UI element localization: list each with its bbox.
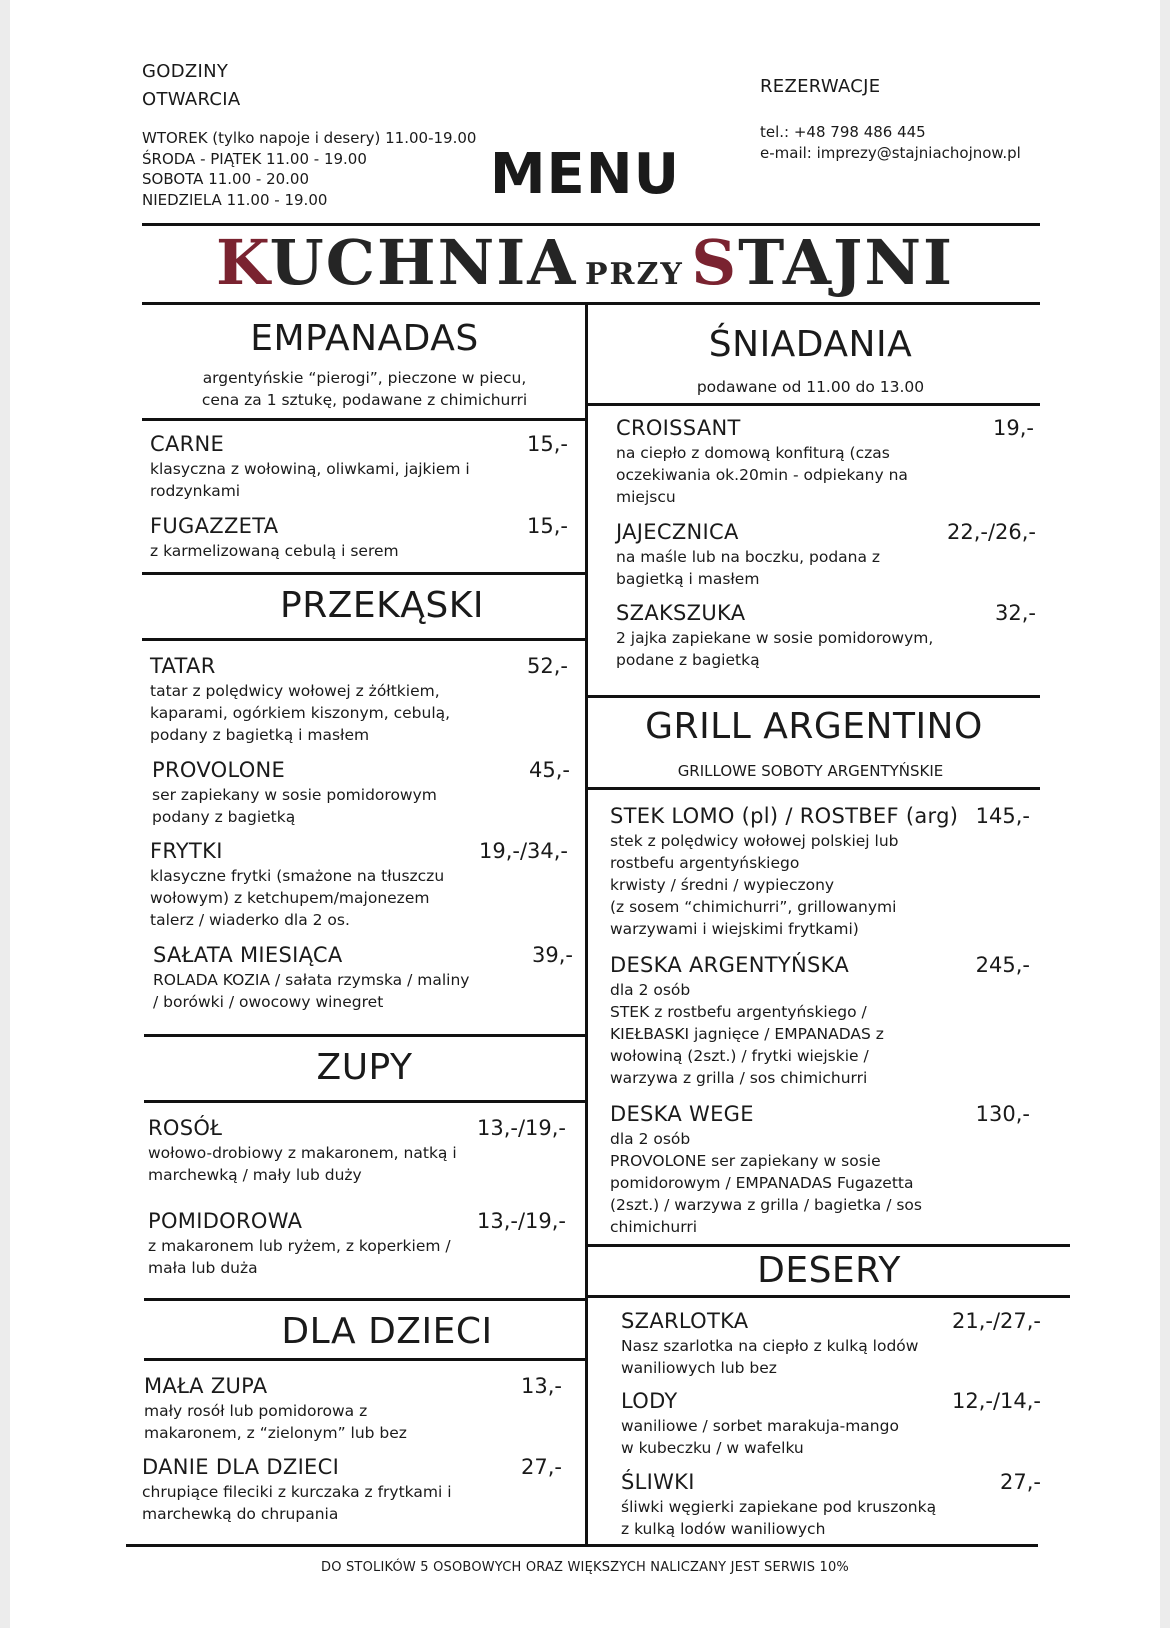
item-desc: z makaronem lub ryżem, z koperkiem / [148,1237,451,1255]
service-charge-note: DO STOLIKÓW 5 OSOBOWYCH ORAZ WIĘKSZYCH NALICZANY JEST SERWIS 10% [321,1560,849,1575]
item-desc: warzywami i wiejskimi frytkami) [610,920,859,938]
grill-subtitle: GRILLOWE SOBOTY ARGENTYŃSKIE [677,762,944,780]
item-price: 13,- [521,1374,562,1398]
item-price: 22,-/26,- [946,520,1036,544]
item-desc: podany z bagietką [152,808,296,826]
item-price: 13,-/19,- [476,1116,566,1140]
divider [126,1544,1038,1547]
item-desc: 2 jajka zapiekane w sosie pomidorowym, [616,629,934,647]
divider [144,1358,587,1361]
menu-item-deska-argentynska [610,951,1030,1089]
menu-item-lody [621,1387,1041,1459]
menu-item-carne [150,430,568,502]
menu-item-jajecznica [616,518,1036,590]
zupy-title: ZUPY [316,1047,413,1088]
item-price: 21,-/27,- [951,1309,1041,1333]
item-price: 27,- [1000,1470,1041,1494]
divider [142,572,587,575]
item-desc: mała lub duża [148,1259,258,1277]
item-desc: w kubeczku / w wafelku [621,1439,804,1457]
item-name: ROSÓŁ [148,1116,223,1140]
menu-item-danie-dla-dzieci [142,1453,562,1525]
menu-item-mala-zupa [144,1372,562,1444]
item-desc: bagietką i masłem [616,570,760,588]
item-desc: waniliowych lub bez [621,1359,777,1377]
item-desc: rodzynkami [150,482,241,500]
item-desc: podany z bagietką i masłem [150,726,370,744]
item-name: TATAR [150,654,216,678]
item-price: 130,- [975,1102,1030,1126]
item-desc: podane z bagietką [616,651,760,669]
item-desc: śliwki węgierki zapiekane pod kruszonką [621,1498,937,1516]
item-name: FUGAZZETA [150,514,279,538]
item-price: 39,- [532,943,573,967]
menu-item-frytki [150,837,568,931]
item-desc: marchewką do chrupania [142,1505,339,1523]
brand-word-tajni: TAJNI [738,226,955,299]
divider [588,403,1040,406]
divider [144,1298,587,1301]
brand-letter-k: K [215,226,270,299]
hours-line: SOBOTA 11.00 - 20.00 [142,170,310,188]
item-price: 32,- [995,601,1036,625]
empanadas-title: EMPANADAS [250,318,479,359]
item-desc: miejscu [616,488,676,506]
item-desc: chrupiące fileciki z kurczaka z frytkami i [142,1483,452,1501]
menu-title: MENU [489,142,681,207]
przekaski-title: PRZEKĄSKI [280,585,484,626]
item-desc: ser zapiekany w sosie pomidorowym [152,786,437,804]
menu-item-salata-miesiaca [153,941,573,1013]
item-desc: rostbefu argentyńskiego [610,854,800,872]
divider [144,1100,587,1103]
item-desc: oczekiwania ok.20min - odpiekany na [616,466,908,484]
brand-logo [10,226,1160,299]
item-desc: STEK z rostbefu argentyńskiego / [610,1003,867,1021]
item-price: 145,- [975,804,1030,828]
menu-item-szarlotka [621,1307,1041,1379]
item-price: 245,- [975,953,1030,977]
item-desc: stek z polędwicy wołowej polskiej lub [610,832,899,850]
item-price: 27,- [521,1455,562,1479]
menu-page [10,0,1160,1628]
item-desc: klasyczne frytki (smażone na tłuszczu [150,867,445,885]
divider [144,1034,587,1037]
item-desc: krwisty / średni / wypieczony [610,876,835,894]
item-desc: z karmelizowaną cebulą i serem [150,542,399,560]
item-name: LODY [621,1389,678,1413]
item-desc: mały rosół lub pomidorowa z [144,1402,368,1420]
divider [588,787,1040,790]
item-desc: tatar z polędwicy wołowej z żółtkiem, [150,682,440,700]
item-name: DESKA ARGENTYŃSKA [610,953,849,977]
brand-word-przy: PRZY [585,257,684,292]
item-name: CARNE [150,432,225,456]
item-name: SZARLOTKA [621,1309,749,1333]
item-desc: dla 2 osób [610,1130,691,1148]
sniadania-title: ŚNIADANIA [708,324,913,365]
item-desc: (z sosem “chimichurri”, grillowanymi [610,898,897,916]
item-name: SAŁATA MIESIĄCA [153,943,343,967]
item-name: POMIDOROWA [148,1209,303,1233]
item-name: STEK LOMO (pl) / ROSTBEF (arg) [610,804,959,828]
item-desc: / borówki / owocowy winegret [153,993,384,1011]
sniadania-subtitle: podawane od 11.00 do 13.00 [696,378,925,396]
item-desc: pomidorowym / EMPANADAS Fugazetta [610,1174,914,1192]
menu-item-croissant [616,414,1034,508]
item-desc: warzywa z grilla / sos chimichurri [610,1069,868,1087]
reservations-phone[interactable]: tel.: +48 798 486 445 [760,123,926,141]
reservations-email[interactable]: e-mail: imprezy@stajniachojnow.pl [760,144,1021,162]
item-name: ŚLIWKI [621,1470,695,1494]
hours-line: WTOREK (tylko napoje i desery) 11.00-19.00 [142,129,477,147]
menu-item-stek-lomo [610,802,1030,940]
hours-line: NIEDZIELA 11.00 - 19.00 [142,190,328,209]
item-desc: KIEŁBASKI jagnięce / EMPANADAS z [610,1025,884,1043]
brand-letter-s: S [691,226,739,299]
item-name: PROVOLONE [152,758,286,782]
opening-hours-title-line1: GODZINY [142,61,229,82]
divider [588,695,1040,698]
menu-item-provolone [152,756,570,828]
divider [588,1295,1070,1298]
item-desc: dla 2 osób [610,981,691,999]
empanadas-subtitle-line2: cena za 1 sztukę, podawane z chimichurri [201,391,528,409]
item-desc: PROVOLONE ser zapiekany w sosie [610,1152,881,1170]
item-desc: wołowo-drobiowy z makaronem, natką i [148,1144,457,1162]
opening-hours-title-line2: OTWARCIA [142,89,241,110]
item-price: 19,- [993,416,1034,440]
item-desc: na ciepło z domową konfiturą (czas [616,444,890,462]
item-price: 15,- [527,514,568,538]
item-desc: wołowiną (2szt.) / frytki wiejskie / [610,1047,869,1065]
empanadas-subtitle-line1: argentyńskie “pierogi”, pieczone w piecu, [202,369,527,387]
item-price: 52,- [527,654,568,678]
menu-item-rosol [148,1114,566,1186]
item-desc: z kulką lodów waniliowych [621,1520,826,1538]
menu-item-pomidorowa [148,1207,566,1279]
item-name: MAŁA ZUPA [144,1374,268,1398]
divider [142,302,1040,305]
item-desc: ROLADA KOZIA / sałata rzymska / maliny [153,971,470,989]
item-desc: marchewką / mały lub duży [148,1166,362,1184]
item-desc: wołowym) z ketchupem/majonezem [150,889,430,907]
divider [588,1244,1070,1247]
item-desc: makaronem, z “zielonym” lub bez [144,1424,407,1442]
item-name: DANIE DLA DZIECI [142,1455,340,1479]
reservations-title: REZERWACJE [760,76,881,97]
item-desc: Nasz szarlotka na ciepło z kulką lodów [621,1337,919,1355]
divider [142,638,587,641]
menu-item-fugazzeta [150,512,568,562]
item-price: 15,- [527,432,568,456]
opening-hours-title [142,58,241,114]
item-name: JAJECZNICA [616,520,739,544]
menu-item-tatar [150,652,568,746]
menu-item-szakszuka [616,599,1036,671]
item-desc: (2szt.) / warzywa z grilla / bagietka / sos [610,1196,922,1214]
item-name: CROISSANT [616,416,741,440]
grill-title: GRILL ARGENTINO [645,706,983,747]
menu-item-deska-wege [610,1100,1030,1238]
menu-item-sliwki [621,1468,1041,1540]
brand-word-uchnia: UCHNIA [269,226,578,299]
item-desc: talerz / wiaderko dla 2 os. [150,911,350,929]
item-price: 12,-/14,- [951,1389,1041,1413]
divider [142,418,587,421]
item-desc: na maśle lub na boczku, podana z [616,548,881,566]
item-name: FRYTKI [150,839,223,863]
item-price: 19,-/34,- [478,839,568,863]
item-desc: waniliowe / sorbet marakuja-mango [621,1417,899,1435]
item-price: 13,-/19,- [476,1209,566,1233]
item-desc: kaparami, ogórkiem kiszonym, cebulą, [150,704,451,722]
item-desc: chimichurri [610,1218,698,1236]
item-price: 45,- [529,758,570,782]
desery-title: DESERY [757,1250,901,1291]
item-desc: klasyczna z wołowiną, oliwkami, jajkiem i [150,460,470,478]
hours-line: ŚRODA - PIĄTEK 11.00 - 19.00 [142,149,367,168]
item-name: DESKA WEGE [610,1102,754,1126]
empanadas-subtitle [142,367,587,411]
dla-dzieci-title: DLA DZIECI [281,1311,493,1352]
item-name: SZAKSZUKA [616,601,746,625]
